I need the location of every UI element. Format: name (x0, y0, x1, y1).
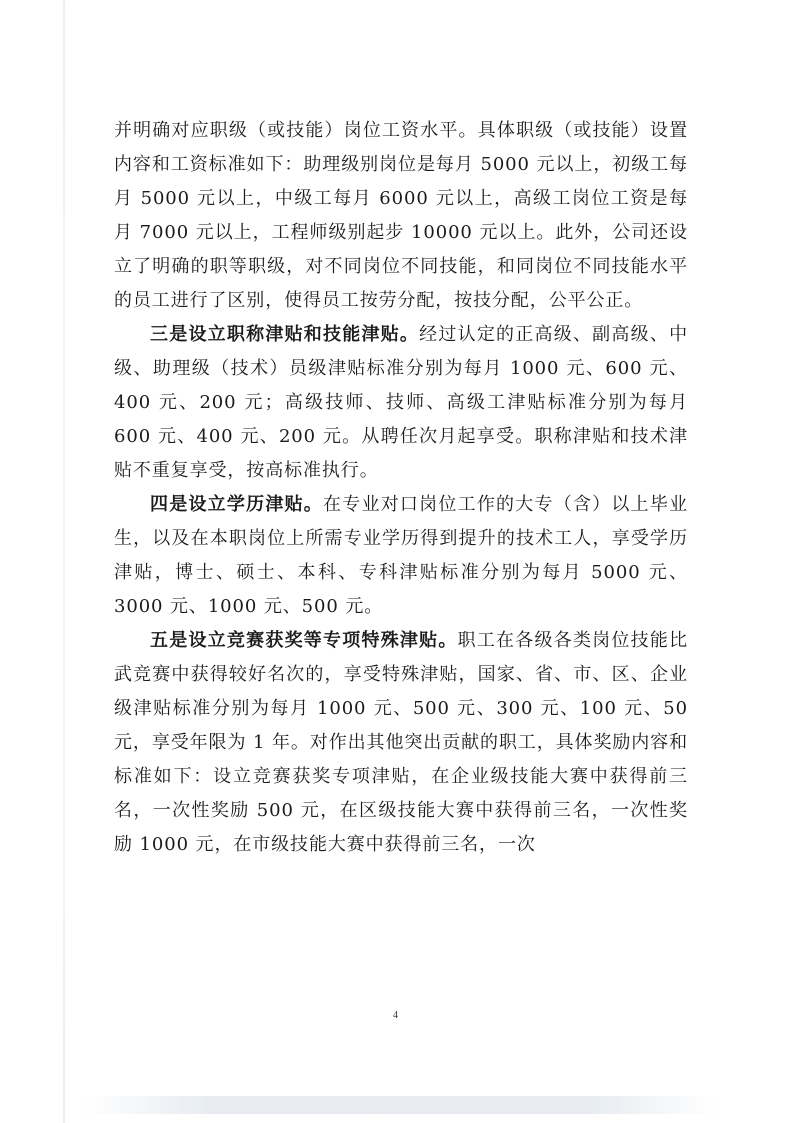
document-body (114, 114, 688, 862)
paragraph-text: 在专业对口岗位工作的大专（含）以上毕业生，以及在本职岗位上所需专业学历得到提升的技术工人，享受学历津贴，博士、硕士、本科、专科津贴标准分别为每月 5000 元、3000 元、1000 元、500 元。 (114, 494, 688, 617)
paragraph-continuation (114, 114, 688, 318)
paragraph-lead: 三是设立职称津贴和技能津贴。 (150, 324, 420, 345)
scan-bottom-shadow (80, 1096, 720, 1114)
paragraph-text: 并明确对应职级（或技能）岗位工资水平。具体职级（或技能）设置内容和工资标准如下：助理级别岗位是每月 5000 元以上，初级工每月 5000 元以上，中级工每月 6000 元以上，高级工岗位工资是每月 7000 元以上，工程师级别起步 10000 元以上。此外，公司还设立了明确的职等职级，对不同岗位不同技能，和同岗位不同技能水平的员工进行了区别，使得员工按劳分配，按技分配，公平公正。 (114, 120, 688, 311)
page-number: 4 (393, 1010, 398, 1021)
paragraph-lead: 四是设立学历津贴。 (150, 494, 324, 515)
paragraph-competition-allowance (114, 624, 688, 862)
paragraph-title-allowance (114, 318, 688, 488)
paragraph-text: 经过认定的正高级、副高级、中级、助理级（技术）员级津贴标准分别为每月 1000 元、600 元、400 元、200 元；高级技师、技师、高级工津贴标准分别为每月 600 元、400 元、200 元。从聘任次月起享受。职称津贴和技术津贴不重复享受，按高标准执行。 (114, 324, 688, 481)
paragraph-education-allowance (114, 488, 688, 624)
paragraph-text: 职工在各级各类岗位技能比武竞赛中获得较好名次的，享受特殊津贴，国家、省、市、区、企业级津贴标准分别为每月 1000 元、500 元、300 元、100 元、50 元，享受年限为 1 年。对作出其他突出贡献的职工，具体奖励内容和标准如下：设立竞赛获奖专项津贴，在企业级技能大赛中获得前三名，一次性奖励 500 元，在区级技能大赛中获得前三名，一次性奖励 1000 元，在市级技能大赛中获得前三名，一次 (114, 630, 688, 855)
scan-edge-shadow (63, 0, 65, 1123)
paragraph-lead: 五是设立竞赛获奖等专项特殊津贴。 (150, 630, 458, 651)
